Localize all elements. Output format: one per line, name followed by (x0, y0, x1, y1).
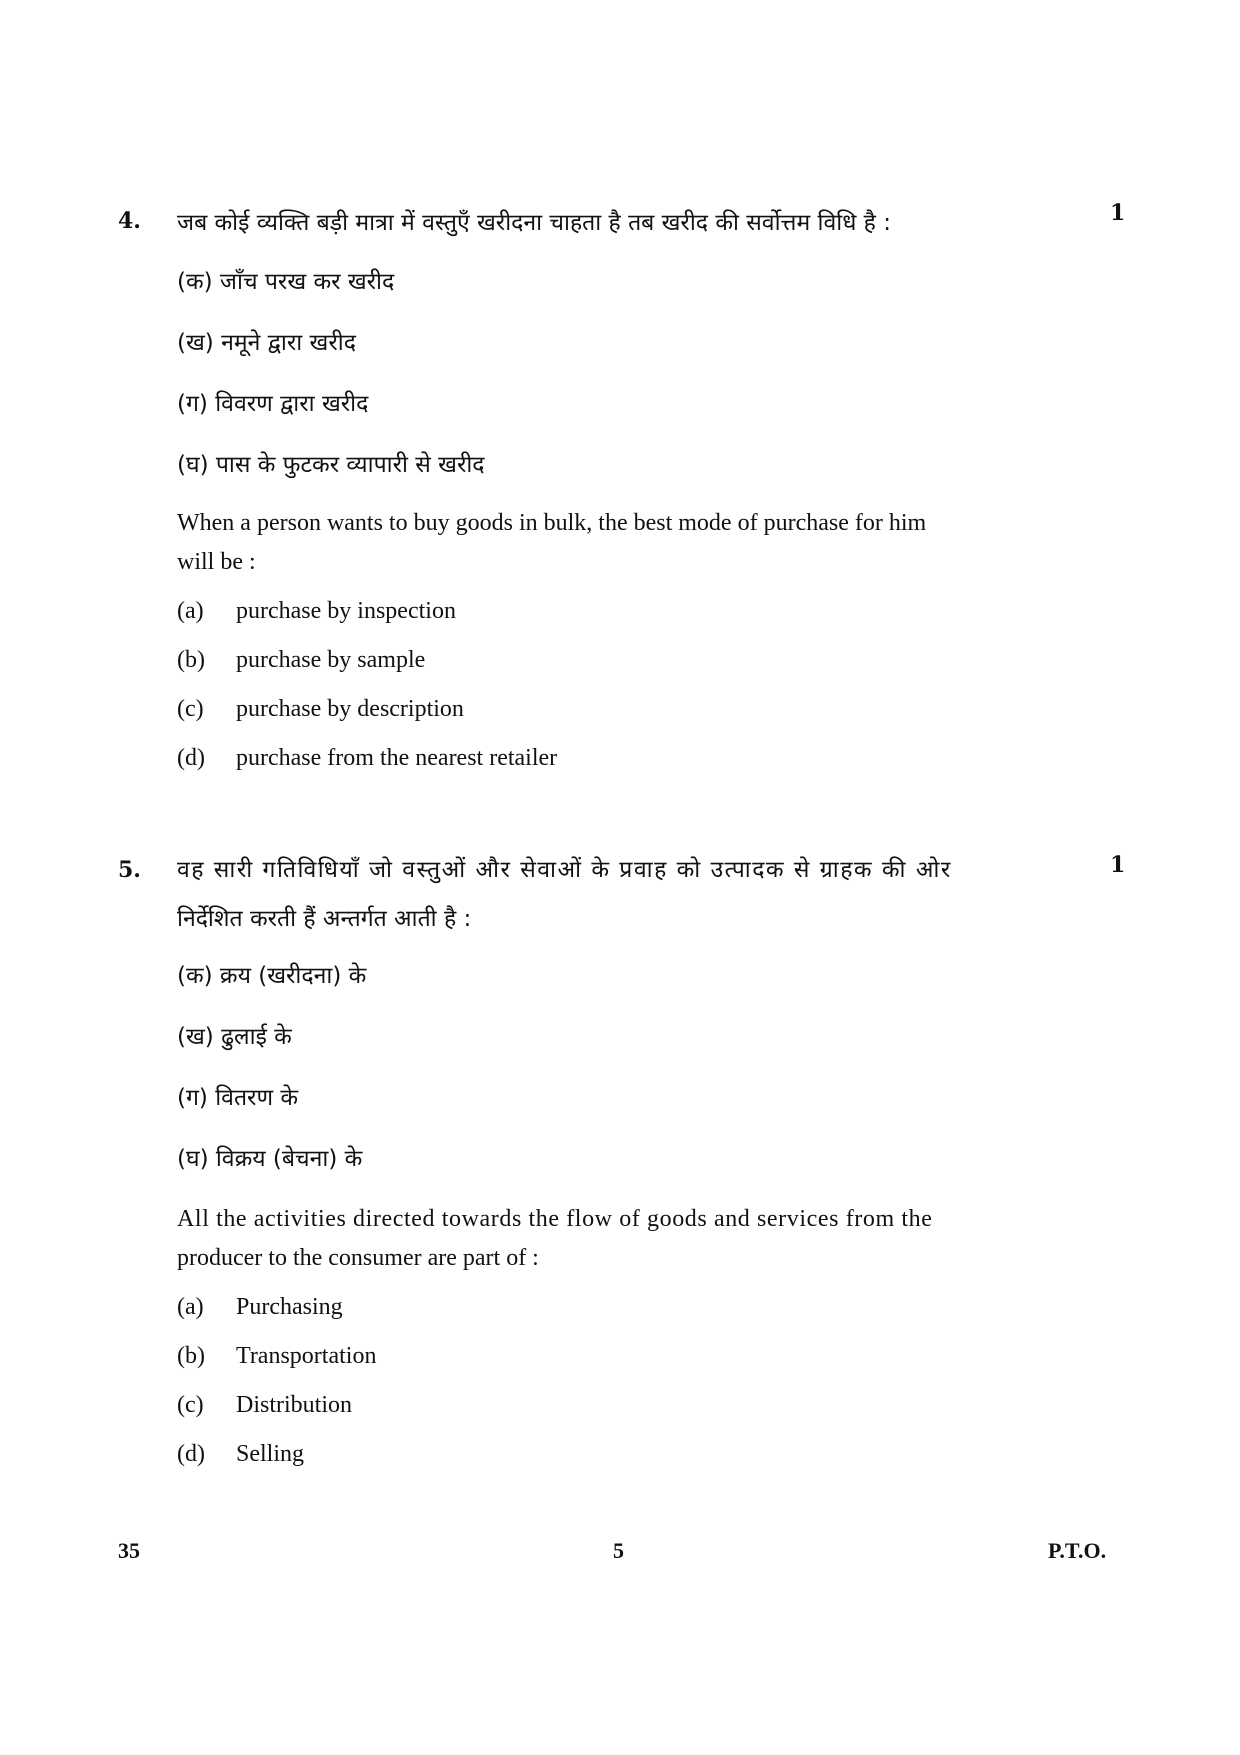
english-stem-line2: producer to the consumer are part of : (177, 1245, 539, 1271)
hindi-stem-line1: वह सारी गतिविधियाँ जो वस्तुओं और सेवाओं के प्रवाह को उत्पादक से ग्राहक की ओर (177, 857, 952, 883)
english-option-text: purchase by sample (236, 647, 426, 673)
english-option-label: (b) (177, 647, 205, 673)
english-option-text: Transportation (236, 1343, 377, 1369)
english-option-label: (c) (177, 696, 204, 722)
question-marks: 1 (1110, 200, 1126, 226)
english-stem-line2: will be : (177, 549, 256, 575)
hindi-option-gha: (घ) पास के फुटकर व्यापारी से खरीद (177, 452, 485, 478)
english-option-text: Distribution (236, 1392, 353, 1418)
english-option-text: purchase by inspection (236, 598, 456, 624)
english-option-text: purchase from the nearest retailer (236, 745, 558, 771)
english-stem-line1: All the activities directed towards the flow of goods and services from the (177, 1206, 933, 1232)
english-option-label: (a) (177, 598, 204, 624)
hindi-option-gha: (घ) विक्रय (बेचना) के (177, 1146, 363, 1172)
hindi-option-kha: (ख) नमूने द्वारा खरीद (177, 330, 356, 356)
question-number: 5. (118, 857, 141, 883)
paper-code: 35 (118, 1538, 140, 1563)
question-marks: 1 (1110, 852, 1126, 878)
hindi-stem-line2: निर्देशित करती हैं अन्तर्गत आती है : (177, 906, 472, 932)
english-option-label: (c) (177, 1392, 204, 1418)
hindi-option-ga: (ग) वितरण के (177, 1085, 299, 1111)
page-number: 5 (613, 1538, 624, 1563)
english-option-label: (b) (177, 1343, 205, 1369)
pto-label: P.T.O. (1048, 1538, 1107, 1563)
english-option-text: Purchasing (236, 1294, 343, 1320)
english-option-text: Selling (236, 1441, 305, 1467)
hindi-option-ka: (क) जाँच परख कर खरीद (177, 269, 395, 295)
english-option-text: purchase by description (236, 696, 464, 722)
hindi-option-ga: (ग) विवरण द्वारा खरीद (177, 391, 369, 417)
question-number: 4. (118, 208, 141, 234)
hindi-stem: जब कोई व्यक्ति बड़ी मात्रा में वस्तुएँ खरीदना चाहता है तब खरीद की सर्वोत्तम विधि है : (177, 210, 891, 236)
hindi-option-kha: (ख) ढुलाई के (177, 1024, 292, 1050)
english-option-label: (d) (177, 1441, 205, 1467)
hindi-option-ka: (क) क्रय (खरीदना) के (177, 963, 367, 989)
english-stem-line1: When a person wants to buy goods in bulk, the best mode of purchase for him (177, 510, 927, 536)
english-option-label: (d) (177, 745, 205, 771)
english-option-label: (a) (177, 1294, 204, 1320)
